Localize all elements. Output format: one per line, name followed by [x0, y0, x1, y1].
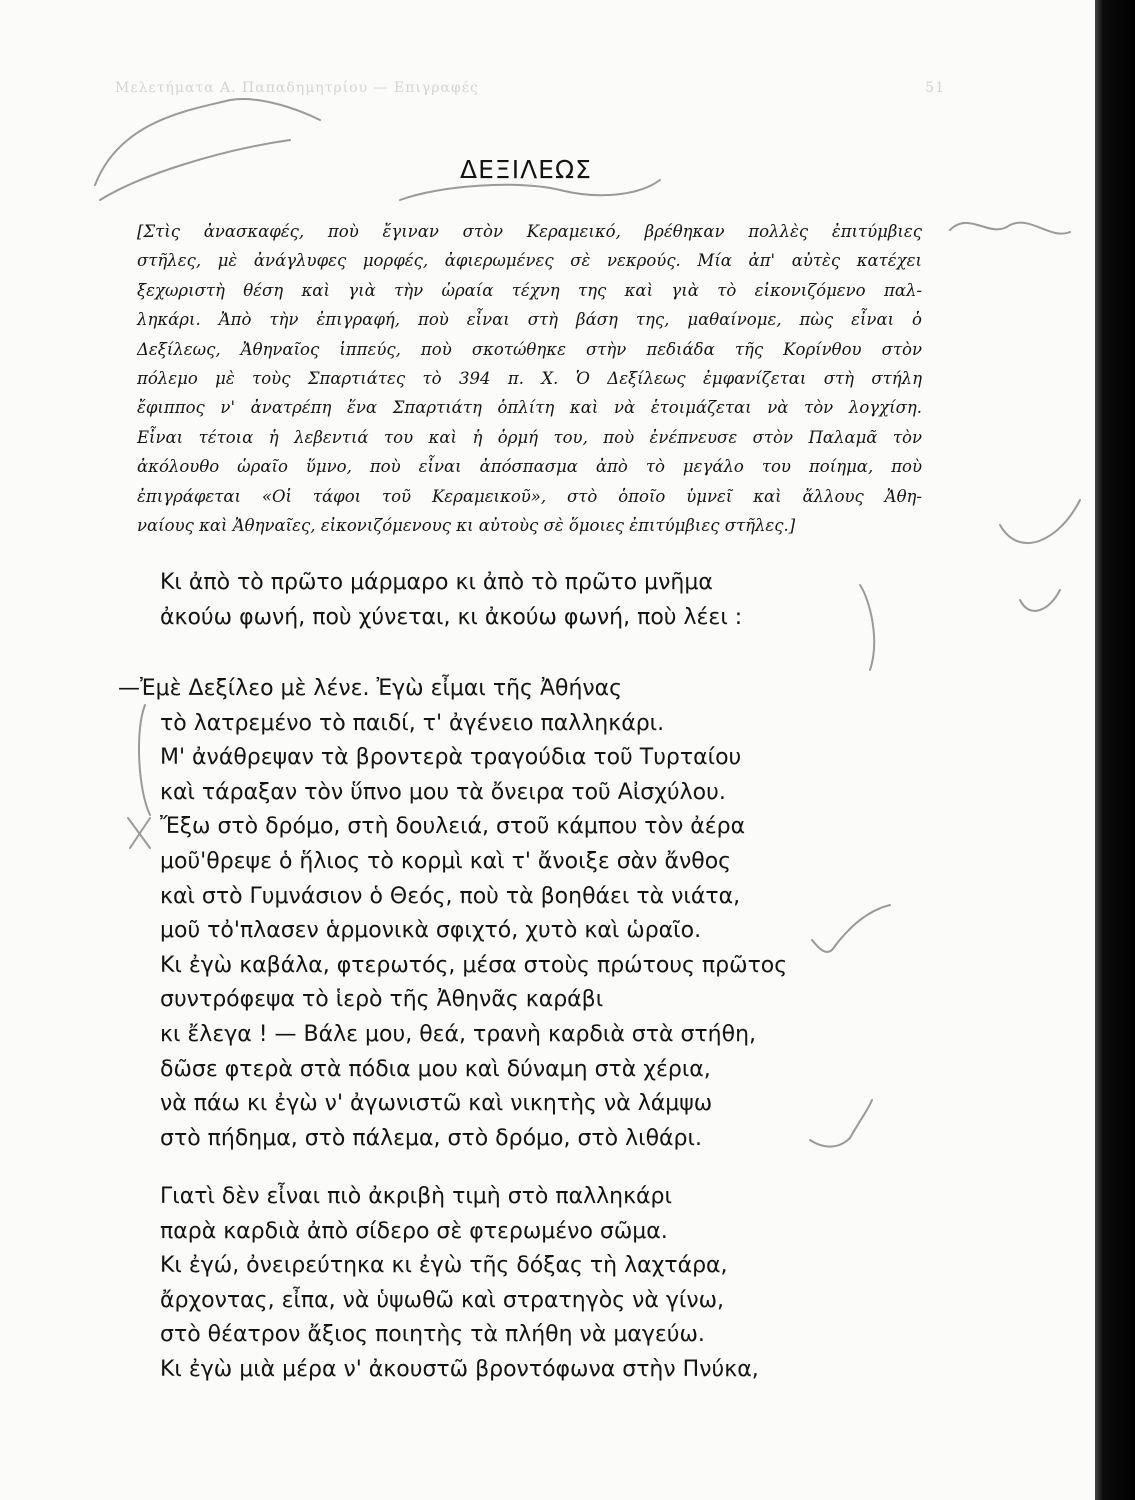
- scan-dark-edge: [1095, 0, 1135, 1500]
- page-number: 51: [925, 80, 945, 96]
- pencil-check-mark: [812, 905, 890, 952]
- poem-line: μοῦ'θρεψε ὁ ἥλιος τὸ κορμὶ καὶ τ' ἄνοιξε σὰν ἄνθος: [160, 848, 732, 874]
- pencil-check-mark: [810, 1100, 872, 1147]
- pencil-mark-margin: [860, 585, 874, 670]
- poem-stanza-3: [160, 1180, 759, 1388]
- poem-line: καὶ τάραξαν τὸν ὕπνο μου τὰ ὄνειρα τοῦ Αἰσχύλου.: [160, 779, 726, 805]
- running-head: [115, 80, 945, 96]
- running-head-text: Μελετήματα Α. Παπαδημητρίου — Επιγραφές: [115, 80, 479, 96]
- intro-line: ξεχωριστὴ θέση καὶ γιὰ τὴν ὡραία τέχνη της καὶ γιὰ τὸ εἰκονιζόμενο παλ-: [137, 280, 922, 300]
- poem-line: Γιατὶ δὲν εἶναι πιὸ ἀκριβὴ τιμὴ στὸ παλληκάρι: [160, 1184, 672, 1209]
- intro-line: ληκάρι. Ἀπὸ τὴν ἐπιγραφή, ποὺ εἶναι στὴ βάση της, μαθαίνομε, πὼς εἶναι ὁ: [137, 310, 922, 330]
- poem-line: παρὰ καρδιὰ ἀπὸ σίδερο σὲ φτερωμένο σῶμα.: [160, 1218, 668, 1244]
- intro-line: ἀκόλουθο ὡραῖο ὕμνο, ποὺ εἶναι ἀπόσπασμα ἀπὸ τὸ μεγάλο του ποίημα, ποὺ: [137, 457, 922, 477]
- poem-line: ἄρχοντας, εἶπα, νὰ ὑψωθῶ καὶ στρατηγὸς νὰ γίνω,: [160, 1287, 725, 1313]
- poem-line: Μ' ἀνάθρεψαν τὰ βροντερὰ τραγούδια τοῦ Τυρταίου: [160, 745, 742, 771]
- poem-line: ἀκούω φωνή, ποὺ χύνεται, κι ἀκούω φωνή, ποὺ λέει :: [160, 604, 743, 630]
- intro-line: Εἶναι τέτοια ἡ λεβεντιά του καὶ ἡ ὁρμή του, ποὺ ἐνέπνευσε στὸν Παλαμᾶ τὸν: [137, 427, 922, 447]
- poem-line: συντρόφεψα τὸ ἱερὸ τῆς Ἀθηνᾶς καράβι: [160, 987, 604, 1013]
- poem-line: στὸ πήδημα, στὸ πάλεμα, στὸ δρόμο, στὸ λιθάρι.: [160, 1125, 702, 1151]
- intro-line: στῆλες, μὲ ἀνάγλυφες μορφές, ἀφιερωμένες σὲ νεκρούς. Μία ἀπ' αὐτὲς κατέχει: [137, 251, 922, 271]
- poem-line: κι ἔλεγα ! — Βάλε μου, θεά, τρανὴ καρδιὰ στὰ στήθη,: [160, 1021, 757, 1047]
- poem-line: Ἔξω στὸ δρόμο, στὴ δουλειά, στοῦ κάμπου τὸν ἀέρα: [160, 814, 746, 840]
- pencil-scribble-margin-right: [950, 223, 1070, 234]
- poem-line: Κι ἀπὸ τὸ πρῶτο μάρμαρο κι ἀπὸ τὸ πρῶτο μνῆμα: [160, 570, 713, 595]
- pencil-scribble-top-left: [95, 99, 320, 185]
- poem-line: τὸ λατρεμένο τὸ παιδί, τ' ἀγένειο παλληκάρι.: [160, 710, 665, 736]
- poem-line: καὶ στὸ Γυμνάσιον ὁ Θεός, ποὺ τὰ βοηθάει τὰ νιάτα,: [160, 883, 741, 909]
- poem-stanza-1: [160, 566, 742, 635]
- poem-line: Κι ἐγὼ καβάλα, φτερωτός, μέσα στοὺς πρώτους πρῶτος: [160, 952, 788, 978]
- poem-line: νὰ πάω κι ἐγὼ ν' ἀγωνιστῶ καὶ νικητὴς νὰ λάμψω: [160, 1091, 713, 1117]
- poem-stanza-2: [118, 672, 787, 1156]
- poem-line: δῶσε φτερὰ στὰ πόδια μου καὶ δύναμη στὰ χέρια,: [160, 1056, 711, 1082]
- poem-line: στὸ θέατρον ἄξιος ποιητὴς τὰ πλήθη νὰ μαγεύω.: [160, 1322, 705, 1348]
- poem-line: Κι ἐγὼ μιὰ μέρα ν' ἀκουστῶ βροντόφωνα στὴν Πνύκα,: [160, 1356, 759, 1382]
- intro-line: Δεξίλεως, Ἀθηναῖος ἱππεύς, ποὺ σκοτώθηκε στὴν πεδιάδα τῆς Κορίνθου στὸν: [137, 339, 922, 359]
- intro-line: ἔφιππος ν' ἀνατρέπη ἕνα Σπαρτιάτη ὁπλίτη καὶ νὰ ἑτοιμάζεται νὰ τὸν λογχίση.: [137, 398, 922, 418]
- poem-line: μοῦ τὀ'πλασεν ἁρμονικὰ σφιχτό, χυτὸ καὶ ὡραῖο.: [160, 918, 702, 944]
- pencil-scribble-top-left: [100, 140, 290, 200]
- poem-line: Κι ἐγώ, ὀνειρεύτηκα κι ἐγὼ τῆς δόξας τὴ λαχτάρα,: [160, 1253, 728, 1279]
- pencil-scribble-margin-right: [1000, 500, 1080, 611]
- intro-line: πόλεμο μὲ τοὺς Σπαρτιάτες τὸ 394 π. Χ. Ὁ Δεξίλεως ἐμφανίζεται στὴ στήλη: [137, 369, 922, 389]
- intro-paragraph: [137, 217, 922, 540]
- intro-line: ἐπιγράφεται «Οἱ τάφοι τοῦ Κεραμεικοῦ», στὸ ὁποῖο ὑμνεῖ καὶ ἄλλους Ἀθη-: [137, 486, 922, 506]
- intro-line: ναίους καὶ Ἀθηναῖες, εἰκονιζόμενους κι αὐτοὺς σὲ ὅμοιες ἐπιτύμβιες στῆλες.]: [137, 516, 796, 536]
- intro-line: [Στὶς ἀνασκαφές, ποὺ ἔγιναν στὸν Κεραμεικό, βρέθηκαν πολλὲς ἐπιτύμβιες: [137, 222, 922, 241]
- poem-line: —Ἐμὲ Δεξίλεο μὲ λένε. Ἐγὼ εἶμαι τῆς Ἀθήνας: [118, 676, 623, 701]
- page-title: ΔΕΞΙΛΕΩΣ: [460, 155, 592, 184]
